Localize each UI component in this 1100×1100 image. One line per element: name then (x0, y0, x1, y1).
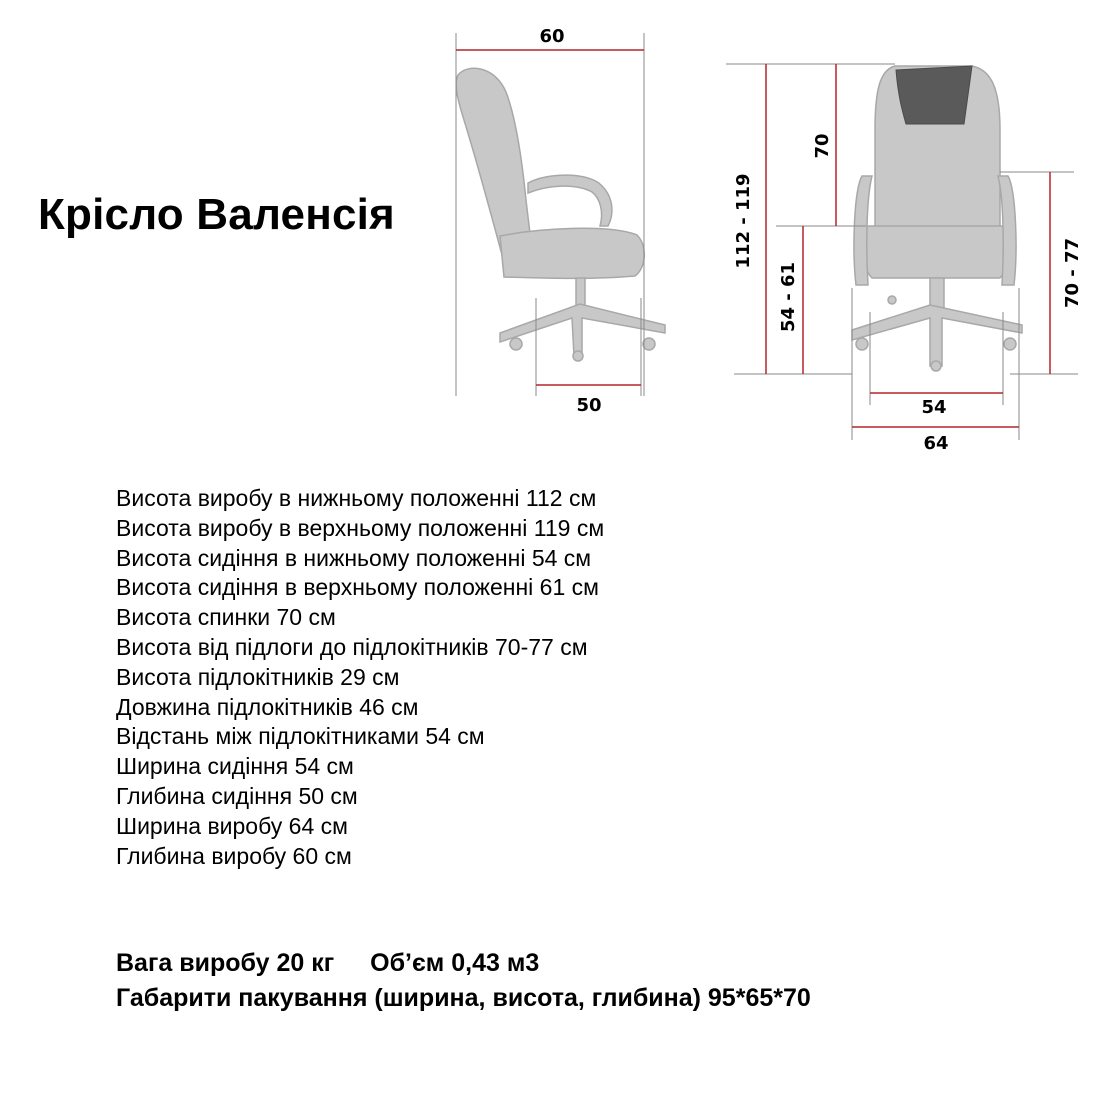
side-wheel-center (573, 351, 583, 361)
front-seat (862, 226, 1009, 278)
front-seat-width-label: 54 (921, 397, 947, 418)
page-title: Крісло Валенсія (38, 190, 395, 239)
side-base (500, 304, 665, 356)
volume-text: Об’єм 0,43 м3 (370, 949, 540, 977)
package-dimensions-text: Габарити пакування (ширина, висота, глибина) 95*65*70 (116, 984, 811, 1012)
spec-item: Висота спинки 70 см (116, 604, 336, 631)
spec-item: Глибина виробу 60 см (116, 842, 352, 869)
front-backrest-height-label: 70 (812, 133, 833, 159)
front-armrest-height-label: 70 - 77 (1062, 237, 1083, 309)
spec-item: Висота від підлоги до підлокітників 70-77 см (116, 633, 588, 660)
spec-item: Висота підлокітників 29 см (116, 663, 400, 690)
specifications-list (116, 484, 604, 871)
front-wheel-right (1004, 338, 1016, 350)
spec-item: Довжина підлокітників 46 см (116, 693, 419, 720)
side-wheel-left (510, 338, 522, 350)
spec-item: Висота сидіння в нижньому положенні 54 см (116, 544, 592, 571)
front-headrest (896, 66, 972, 124)
spec-item: Ширина виробу 64 см (116, 812, 348, 839)
front-gas-lift (930, 278, 944, 308)
spec-item: Висота сидіння в верхньому положенні 61 см (116, 574, 599, 601)
side-depth-label: 50 (576, 395, 602, 416)
weight-text: Вага виробу 20 кг (116, 949, 335, 977)
front-total-width-label: 64 (923, 433, 949, 454)
spec-item: Глибина сидіння 50 см (116, 782, 358, 809)
side-wheel-right (643, 338, 655, 350)
packaging-info (116, 946, 811, 1016)
chair-dimension-drawing (0, 0, 1100, 470)
side-width-label: 60 (539, 26, 565, 47)
front-wheel-center (931, 361, 941, 371)
front-total-height-label: 112 - 119 (733, 173, 754, 269)
spec-item: Висота виробу в нижньому положенні 112 см (116, 485, 597, 511)
spec-item: Відстань між підлокітниками 54 см (116, 723, 485, 750)
front-base (852, 305, 1022, 366)
side-seat (500, 228, 644, 278)
front-seat-height-label: 54 - 61 (778, 261, 799, 333)
spec-item: Ширина сидіння 54 см (116, 753, 354, 780)
front-wheel-back (888, 296, 896, 304)
side-view-chair (456, 68, 665, 361)
front-wheel-left (856, 338, 868, 350)
spec-item: Висота виробу в верхньому положенні 119 см (116, 514, 605, 541)
side-armrest (528, 175, 612, 226)
weight-volume-row (116, 946, 811, 981)
